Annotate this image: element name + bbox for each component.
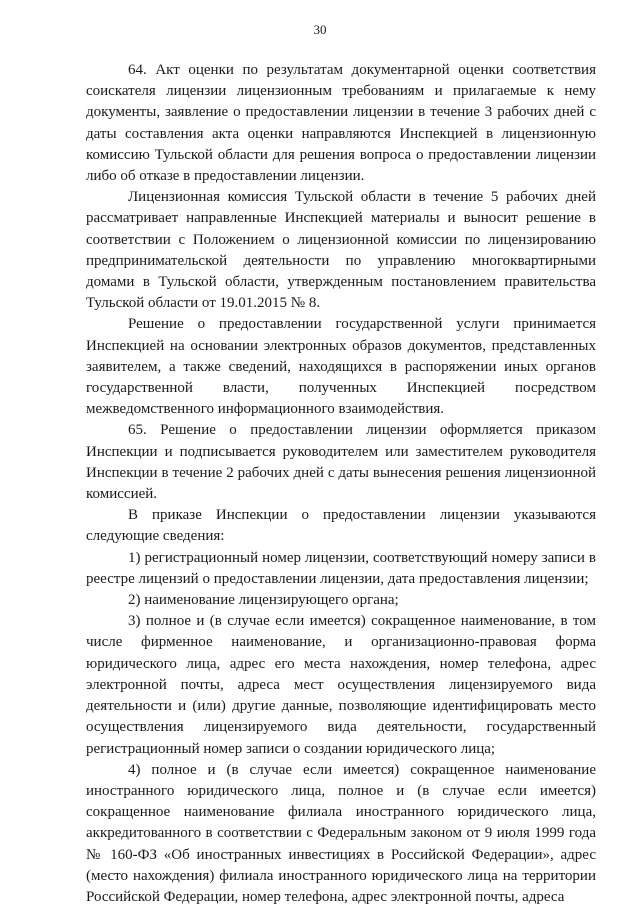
paragraph-order-info: В приказе Инспекции о предоставлении лицензии указываются следующие сведения: (86, 507, 596, 545)
list-item-4: 4) полное и (в случае если имеется) сокращенное наименование иностранного юридического лица, полное и (в случае если имеется) сокращенное наименование филиала иностранного юридического лица, аккредитованного в соответствии с Федеральным законом от 9 июля 1999 года № 160-ФЗ «Об иностранных инвестициях в Российской Федерации», адрес (место нахождения) филиала иностранного юридического лица на территории Российской Федерации, номер телефона, адрес электронной почты, адреса (86, 761, 596, 905)
paragraph-65: 65. Решение о предоставлении лицензии оформляется приказом Инспекции и подписывается руководителем или заместителем руководителя Инспекции в течение 2 рабочих дней с даты вынесения решения лицензионной комиссией. (86, 422, 596, 503)
document-body (86, 60, 596, 908)
paragraph-decision: Решение о предоставлении государственной услуги принимается Инспекцией на основании электронных образов документов, представленных заявителем, а также сведений, находящихся в распоряжении иных органов государственной власти, полученных Инспекцией посредством межведомственного информационного взаимодействия. (86, 316, 596, 418)
list-item-1: 1) регистрационный номер лицензии, соответствующий номеру записи в реестре лицензий о предоставлении лицензии, дата предоставления лицензии; (86, 549, 596, 587)
page-number: 30 (313, 22, 327, 37)
paragraph-64: 64. Акт оценки по результатам документарной оценки соответствия соискателя лицензии лицензионным требованиям и прилагаемые к нему документы, заявление о предоставлении лицензии в течение 3 рабочих дней с даты составления акта оценки направляются Инспекцией в лицензионную комиссию Тульской области для решения вопроса о предоставлении лицензии либо об отказе в предоставлении лицензии. (86, 62, 596, 185)
list-item-2: 2) наименование лицензирующего органа; (128, 592, 399, 609)
paragraph-commission: Лицензионная комиссия Тульской области в течение 5 рабочих дней рассматривает направленные Инспекцией материалы и выносит решение в соответствии с Положением о лицензионной комиссии по лицензированию предпринимательской деятельности по управлению многоквартирными домами в Тульской области, утвержденным постановлением правительства Тульской области от 19.01.2015 № 8. (86, 189, 596, 312)
list-item-3: 3) полное и (в случае если имеется) сокращенное наименование, в том числе фирменное наименование, и организационно-правовая форма юридического лица, адрес его места нахождения, номер телефона, адрес электронной почты, адреса мест осуществления лицензируемого вида деятельности и (или) другие данные, позволяющие идентифицировать место осуществления лицензируемого вида деятельности, государственный регистрационный номер записи о создании юридического лица; (86, 613, 596, 757)
